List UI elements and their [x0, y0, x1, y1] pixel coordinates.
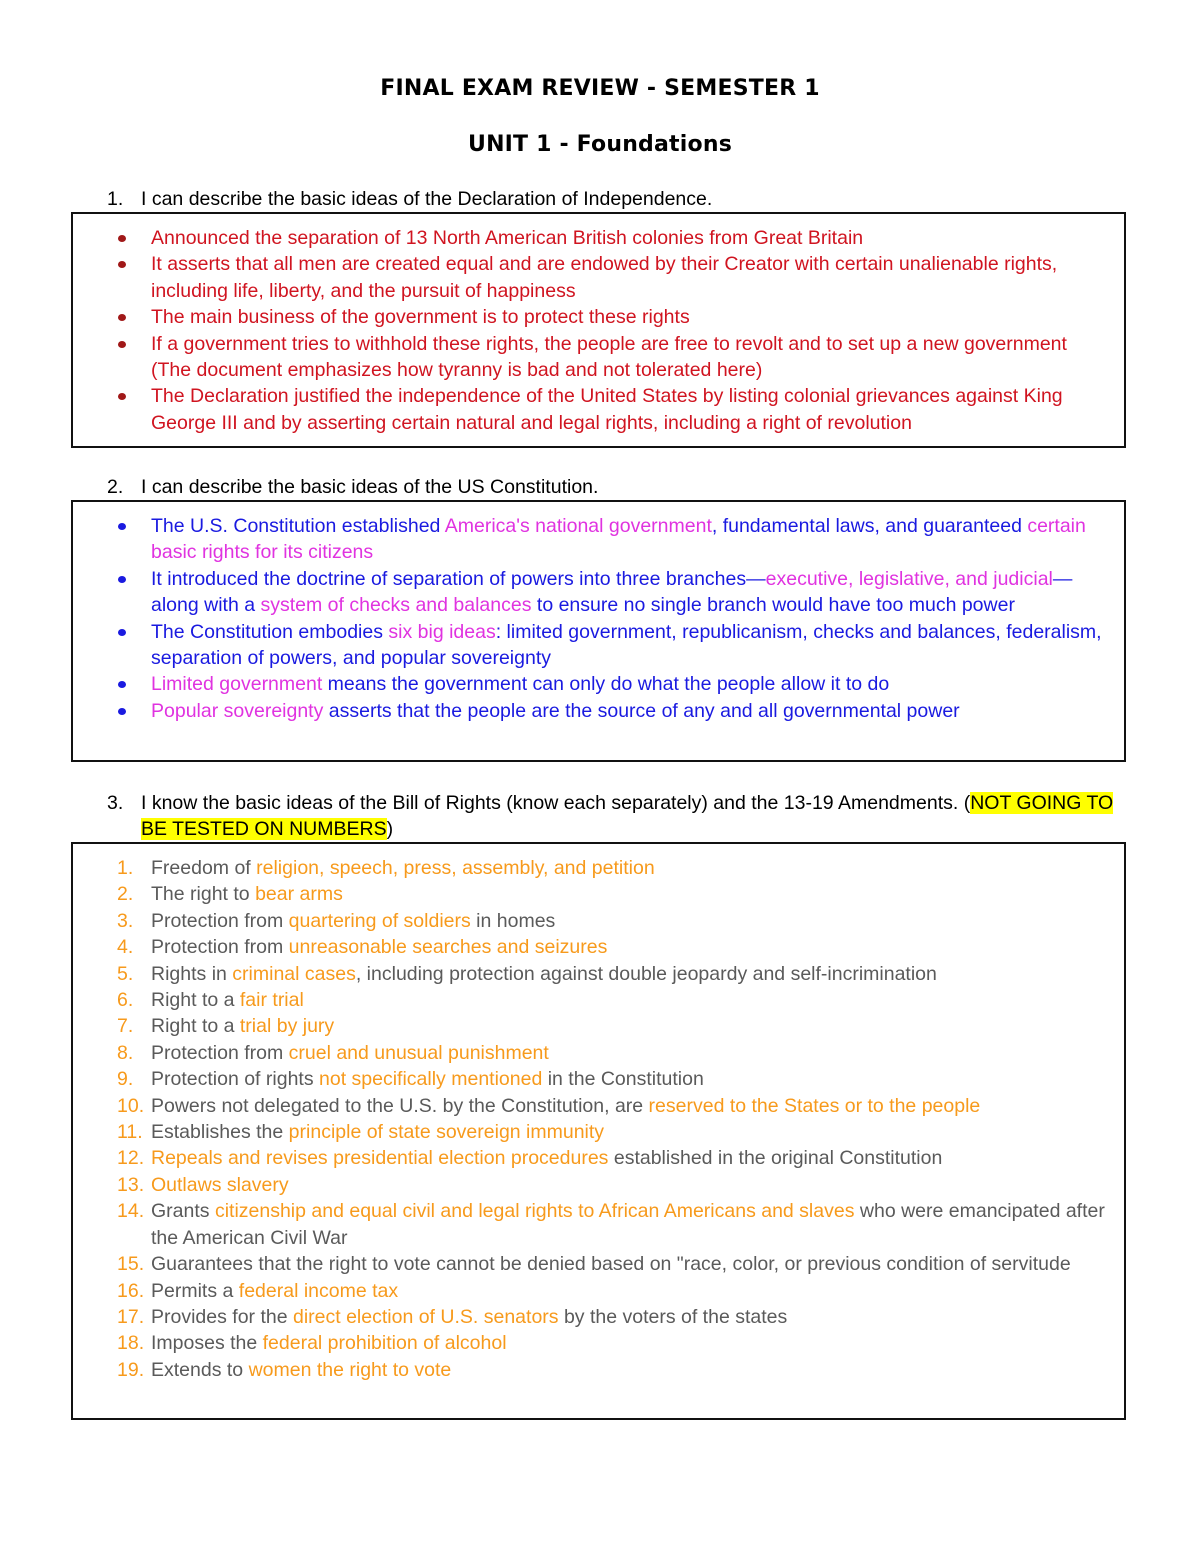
amendment-text: Freedom of: [151, 857, 257, 879]
item-highlight: Popular sovereignty: [151, 699, 324, 722]
amendment-item: [73, 961, 1124, 987]
amendment-number: 16.: [117, 1279, 145, 1302]
amendment-highlight: trial by jury: [239, 1015, 335, 1038]
list-item: [73, 513, 1124, 566]
highlighted-note: NOT GOING TO BE TESTED ON NUMBERS: [141, 792, 1114, 840]
question-3: [107, 790, 1117, 842]
amendment-text: Protection from: [151, 909, 289, 932]
amendment-item: [73, 881, 1124, 907]
amendment-text: Imposes the: [151, 1332, 263, 1355]
amendment-text: in homes: [470, 909, 556, 932]
bullet-icon: [118, 681, 126, 688]
amendment-highlight: bear arms: [255, 883, 343, 906]
amendment-highlight: criminal cases: [232, 962, 356, 985]
amendment-highlight: federal income tax: [238, 1279, 399, 1302]
amendment-item: [73, 1330, 1124, 1356]
list-item: [73, 304, 1124, 330]
item-text: Announced the separation of 13 North American British colonies from Great Britain: [151, 227, 864, 249]
item-highlight: certain basic rights for its citizens: [151, 515, 1086, 564]
amendment-number: 13.: [117, 1173, 145, 1196]
document-title: FINAL EXAM REVIEW - SEMESTER 1: [380, 76, 820, 101]
amendment-item: [73, 1251, 1124, 1277]
item-text: The Declaration justified the independence of the United States by listing colonial grievances against King George III and by asserting certain natural and legal rights, including a right of revolution: [151, 385, 1063, 434]
amendment-text: Protection of rights: [151, 1068, 319, 1091]
item-text: means the government can only do what the people allow it to do: [322, 673, 890, 696]
amendments-list: [73, 855, 1124, 1383]
amendment-item: [73, 987, 1124, 1013]
amendment-highlight: religion, speech, press, assembly, and petition: [256, 857, 655, 879]
amendment-number: 19.: [117, 1358, 145, 1381]
amendment-item: [73, 1278, 1124, 1304]
amendment-item: [73, 855, 1124, 881]
answer-box-amendments: [71, 842, 1126, 1420]
amendment-text: in the Constitution: [542, 1068, 704, 1091]
amendment-text: Right to a: [151, 989, 240, 1012]
amendment-number: 6.: [117, 989, 134, 1012]
amendment-highlight: cruel and unusual punishment: [288, 1041, 549, 1064]
amendment-number: 3.: [117, 909, 134, 932]
list-item: [73, 566, 1124, 619]
amendment-text: Extends to: [151, 1358, 249, 1381]
question-text-wrap: [107, 790, 1117, 842]
amendment-text: established in the original Constitution: [608, 1147, 943, 1170]
amendment-highlight: not specifically mentioned: [319, 1068, 543, 1091]
item-text: to ensure no single branch would have too much power: [531, 594, 1015, 617]
amendment-text: Protection from: [151, 936, 289, 959]
list-item: [73, 619, 1124, 672]
item-highlight: system of checks and balances: [260, 594, 532, 617]
amendment-number: 10.: [117, 1094, 145, 1117]
amendment-highlight: Repeals and revises presidential election procedures: [151, 1147, 609, 1170]
list-item: [73, 331, 1124, 384]
amendment-text: Establishes the: [151, 1121, 289, 1144]
amendment-text: Protection from: [151, 1041, 289, 1064]
amendment-text: Powers not delegated to the U.S. by the Constitution, are: [151, 1094, 649, 1117]
amendment-text: The right to: [151, 883, 256, 906]
list-item: [73, 671, 1124, 697]
bullet-icon: [118, 235, 126, 242]
bullet-icon: [118, 341, 126, 348]
constitution-list: [73, 513, 1124, 724]
amendment-number: 2.: [117, 883, 134, 906]
bullet-icon: [118, 629, 126, 636]
amendment-number: 4.: [117, 936, 134, 959]
amendment-text: who were emancipated after the American Civil War: [151, 1200, 1105, 1249]
list-item: [73, 225, 1124, 251]
amendment-text: by the voters of the states: [558, 1305, 788, 1328]
question-end: ): [386, 818, 394, 840]
amendment-item: [73, 1304, 1124, 1330]
amendment-text: Right to a: [151, 1015, 240, 1038]
question-2: [107, 474, 1117, 500]
amendment-highlight: women the right to vote: [248, 1358, 452, 1381]
question-number: 1.: [107, 188, 124, 210]
amendment-highlight: federal prohibition of alcohol: [262, 1332, 507, 1355]
item-text: asserts that the people are the source of any and all governmental power: [323, 699, 960, 722]
list-item: [73, 251, 1124, 304]
amendment-item: [73, 1145, 1124, 1171]
amendment-text: Guarantees that the right to vote cannot be denied based on "race, color, or previous condition of servitude: [151, 1253, 1071, 1276]
amendment-item: [73, 1357, 1124, 1383]
item-text: It introduced the doctrine of separation of powers into three branches—: [151, 567, 766, 590]
item-highlight: executive, legislative, and judicial: [765, 567, 1053, 590]
amendment-number: 14.: [117, 1200, 145, 1223]
amendment-number: 18.: [117, 1332, 145, 1355]
item-text: The main business of the government is to protect these rights: [151, 306, 690, 329]
bullet-icon: [118, 523, 126, 530]
amendment-item: [73, 1093, 1124, 1119]
amendment-highlight: citizenship and equal civil and legal rights to African Americans and slaves: [214, 1200, 855, 1223]
amendment-number: 15.: [117, 1253, 145, 1276]
amendment-highlight: unreasonable searches and seizures: [288, 936, 608, 959]
bullet-icon: [118, 314, 126, 321]
amendment-item: [73, 934, 1124, 960]
amendment-item: [73, 1040, 1124, 1066]
question-1: [107, 186, 1117, 212]
bullet-icon: [118, 576, 126, 583]
amendment-highlight: reserved to the States or to the people: [648, 1094, 981, 1117]
amendment-highlight: quartering of soldiers: [288, 909, 471, 932]
list-item: [73, 383, 1124, 436]
amendment-text: Permits a: [151, 1279, 239, 1302]
amendment-number: 8.: [117, 1041, 134, 1064]
amendment-number: 1.: [117, 857, 134, 879]
amendment-highlight: Outlaws slavery: [151, 1173, 289, 1196]
declaration-list: [73, 225, 1124, 436]
amendment-item: [73, 1198, 1124, 1251]
amendment-item: [73, 1066, 1124, 1092]
item-text: It asserts that all men are created equal and are endowed by their Creator with certain unalienable rights, including life, liberty, and the pursuit of happiness: [151, 253, 1058, 302]
question-number: 2.: [107, 476, 124, 498]
answer-box-constitution: [71, 500, 1126, 762]
item-text: , fundamental laws, and guaranteed: [711, 515, 1028, 537]
amendment-text: Grants: [151, 1200, 215, 1223]
amendment-number: 12.: [117, 1147, 145, 1170]
question-text: I can describe the basic ideas of the US Constitution.: [141, 476, 599, 498]
amendment-number: 9.: [117, 1068, 134, 1091]
item-text: If a government tries to withhold these rights, the people are free to revolt and to set up a new government (The document emphasizes how tyranny is bad and not tolerated here): [151, 332, 1067, 382]
bullet-icon: [118, 708, 126, 715]
amendment-item: [73, 908, 1124, 934]
amendment-text: , including protection against double jeopardy and self-incrimination: [355, 962, 937, 985]
amendment-number: 7.: [117, 1015, 134, 1038]
amendment-highlight: fair trial: [239, 989, 304, 1012]
question-text: I can describe the basic ideas of the Declaration of Independence.: [141, 188, 713, 210]
amendment-text: Rights in: [151, 962, 233, 985]
amendment-highlight: direct election of U.S. senators: [292, 1305, 559, 1328]
bullet-icon: [118, 261, 126, 268]
amendment-item: [73, 1013, 1124, 1039]
question-number: 3.: [107, 792, 124, 814]
item-highlight: six big ideas: [388, 620, 496, 643]
bullet-icon: [118, 393, 126, 400]
amendment-number: 5.: [117, 962, 134, 985]
question-text: I know the basic ideas of the Bill of Rights (know each separately) and the 13-19 Amendments. (: [141, 792, 971, 814]
item-text: : limited government, republicanism, checks and balances, federalism, separation of powers, and popular sovereignty: [151, 620, 1102, 670]
list-item: [73, 698, 1124, 724]
amendment-number: 17.: [117, 1305, 145, 1328]
item-highlight: America's national government: [444, 515, 712, 537]
item-text: The Constitution embodies: [151, 620, 389, 643]
item-text: —along with a: [151, 567, 1073, 617]
amendment-item: [73, 1119, 1124, 1145]
unit-title: UNIT 1 - Foundations: [468, 132, 732, 157]
amendment-item: [73, 1172, 1124, 1198]
item-highlight: Limited government: [151, 673, 323, 696]
item-text: The U.S. Constitution established: [151, 515, 445, 537]
amendment-number: 11.: [117, 1121, 143, 1144]
answer-box-declaration: [71, 212, 1126, 448]
amendment-text: Provides for the: [151, 1305, 293, 1328]
amendment-highlight: principle of state sovereign immunity: [288, 1121, 605, 1144]
